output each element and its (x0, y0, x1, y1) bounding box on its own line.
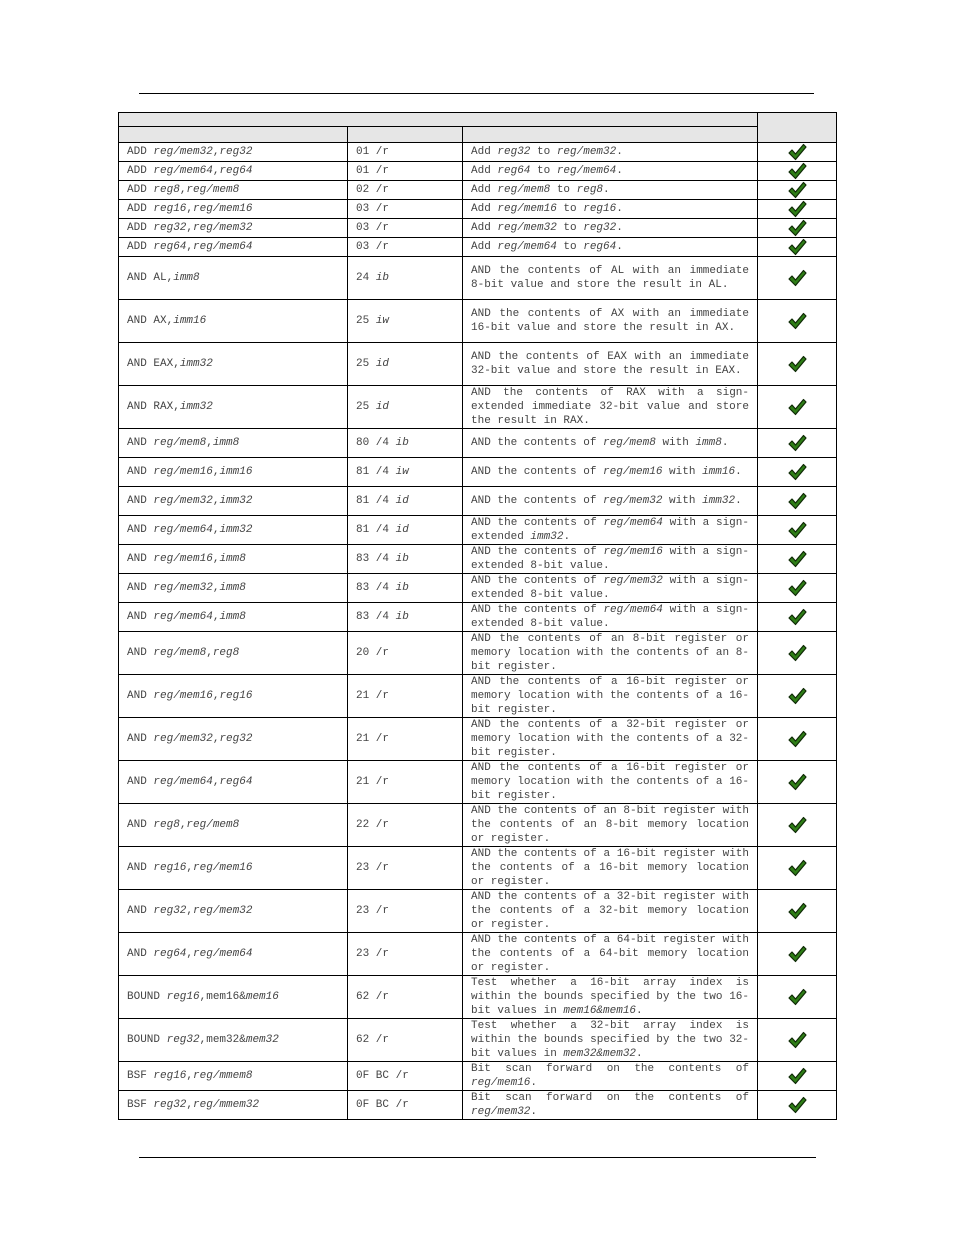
mnemonic-cell: AND RAX,imm32 (119, 386, 348, 429)
description-cell: AND the contents of AL with an immediate 8-bit value and store the result in AL. (463, 257, 758, 300)
table-row (119, 1019, 837, 1062)
table-row (119, 300, 837, 343)
checkmark-icon (787, 945, 807, 963)
table-row (119, 933, 837, 976)
support-cell (758, 219, 837, 238)
checkmark-icon (787, 902, 807, 920)
support-cell (758, 933, 837, 976)
mnemonic-cell: AND reg/mem16,imm8 (119, 545, 348, 574)
support-cell (758, 804, 837, 847)
mnemonic-cell: BOUND reg16,mem16&mem16 (119, 976, 348, 1019)
mnemonic-cell: AND EAX,imm32 (119, 343, 348, 386)
description-cell: AND the contents of a 16-bit register or memory location with the contents of a 16-bit register. (463, 761, 758, 804)
mnemonic-cell: AND reg/mem16,imm16 (119, 458, 348, 487)
support-cell (758, 847, 837, 890)
mnemonic-cell: AND AL,imm8 (119, 257, 348, 300)
description-cell: AND the contents of a 32-bit register with the contents of a 32-bit memory location or register. (463, 890, 758, 933)
description-cell: AND the contents of reg/mem32 with a sign-extended 8-bit value. (463, 574, 758, 603)
description-cell: Test whether a 32-bit array index is within the bounds specified by the two 32-bit values in mem32&mem32. (463, 1019, 758, 1062)
opcode-cell: 23 /r (348, 847, 463, 890)
support-cell (758, 761, 837, 804)
checkmark-icon (787, 219, 807, 237)
support-cell (758, 1062, 837, 1091)
opcode-cell: 03 /r (348, 200, 463, 219)
mnemonic-cell: AND reg/mem32,imm8 (119, 574, 348, 603)
support-cell (758, 181, 837, 200)
table-row (119, 458, 837, 487)
opcode-cell: 03 /r (348, 219, 463, 238)
support-cell (758, 890, 837, 933)
description-cell: Bit scan forward on the contents of reg/mem16. (463, 1062, 758, 1091)
support-cell (758, 718, 837, 761)
mnemonic-cell: AND reg/mem8,imm8 (119, 429, 348, 458)
opcode-cell: 81 /4 iw (348, 458, 463, 487)
table-row (119, 219, 837, 238)
table-row (119, 545, 837, 574)
mnemonic-cell: ADD reg/mem32,reg32 (119, 143, 348, 162)
opcode-cell: 03 /r (348, 238, 463, 257)
checkmark-icon (787, 200, 807, 218)
support-cell (758, 143, 837, 162)
opcode-cell: 83 /4 ib (348, 545, 463, 574)
mnemonic-cell: AND reg/mem32,imm32 (119, 487, 348, 516)
opcode-cell: 21 /r (348, 718, 463, 761)
opcode-cell: 24 ib (348, 257, 463, 300)
table-row (119, 487, 837, 516)
table-row (119, 386, 837, 429)
opcode-cell: 01 /r (348, 162, 463, 181)
description-cell: Add reg/mem8 to reg8. (463, 181, 758, 200)
table-row (119, 804, 837, 847)
description-cell: AND the contents of reg/mem16 with imm16. (463, 458, 758, 487)
support-cell (758, 1019, 837, 1062)
mnemonic-cell: BOUND reg32,mem32&mem32 (119, 1019, 348, 1062)
checkmark-icon (787, 521, 807, 539)
table-row (119, 847, 837, 890)
table-row (119, 238, 837, 257)
checkmark-icon (787, 550, 807, 568)
support-cell (758, 386, 837, 429)
mnemonic-cell: ADD reg8,reg/mem8 (119, 181, 348, 200)
mnemonic-cell: AND reg64,reg/mem64 (119, 933, 348, 976)
checkmark-icon (787, 816, 807, 834)
opcode-cell: 62 /r (348, 1019, 463, 1062)
description-column-header (463, 127, 758, 143)
checkmark-icon (787, 434, 807, 452)
table-row (119, 257, 837, 300)
checkmark-icon (787, 730, 807, 748)
opcode-cell: 21 /r (348, 761, 463, 804)
opcode-cell: 80 /4 ib (348, 429, 463, 458)
description-cell: Test whether a 16-bit array index is within the bounds specified by the two 16-bit values in mem16&mem16. (463, 976, 758, 1019)
support-cell (758, 632, 837, 675)
opcode-cell: 23 /r (348, 890, 463, 933)
mnemonic-cell: AND reg/mem32,reg32 (119, 718, 348, 761)
opcode-cell: 0F BC /r (348, 1062, 463, 1091)
checkmark-icon (787, 143, 807, 161)
description-cell: AND the contents of reg/mem32 with imm32. (463, 487, 758, 516)
mnemonic-cell: AND reg8,reg/mem8 (119, 804, 348, 847)
description-cell: Add reg/mem32 to reg32. (463, 219, 758, 238)
mnemonic-cell: AND reg32,reg/mem32 (119, 890, 348, 933)
table-row (119, 162, 837, 181)
support-cell (758, 200, 837, 219)
support-cell (758, 574, 837, 603)
description-cell: Add reg/mem16 to reg16. (463, 200, 758, 219)
opcode-cell: 83 /4 ib (348, 574, 463, 603)
description-cell: Add reg32 to reg/mem32. (463, 143, 758, 162)
description-cell: AND the contents of an 8-bit register or memory location with the contents of an 8-bit register. (463, 632, 758, 675)
opcode-column-header (348, 127, 463, 143)
mnemonic-cell: ADD reg16,reg/mem16 (119, 200, 348, 219)
instruction-table (118, 112, 837, 1120)
opcode-cell: 02 /r (348, 181, 463, 200)
table-subheader-row (119, 127, 837, 143)
mnemonic-cell: BSF reg32,reg/mmem32 (119, 1091, 348, 1120)
checkmark-icon (787, 644, 807, 662)
description-cell: AND the contents of a 64-bit register with the contents of a 64-bit memory location or register. (463, 933, 758, 976)
mnemonic-cell: AND reg16,reg/mem16 (119, 847, 348, 890)
opcode-cell: 62 /r (348, 976, 463, 1019)
support-cell (758, 976, 837, 1019)
mnemonic-cell: AND reg/mem64,reg64 (119, 761, 348, 804)
support-cell (758, 603, 837, 632)
checkmark-icon (787, 579, 807, 597)
support-cell (758, 1091, 837, 1120)
mnemonic-cell: AND reg/mem64,imm8 (119, 603, 348, 632)
mnemonic-cell: ADD reg64,reg/mem64 (119, 238, 348, 257)
description-cell: AND the contents of reg/mem64 with a sign-extended 8-bit value. (463, 603, 758, 632)
description-cell: AND the contents of RAX with a sign-extended immediate 32-bit value and store the result in RAX. (463, 386, 758, 429)
opcode-cell: 81 /4 id (348, 487, 463, 516)
checkmark-icon (787, 988, 807, 1006)
support-cell (758, 343, 837, 386)
table-row (119, 574, 837, 603)
description-cell: AND the contents of reg/mem16 with a sign-extended 8-bit value. (463, 545, 758, 574)
table-row (119, 1062, 837, 1091)
description-cell: AND the contents of an 8-bit register with the contents of an 8-bit memory location or register. (463, 804, 758, 847)
table-row (119, 143, 837, 162)
support-cell (758, 487, 837, 516)
opcode-cell: 23 /r (348, 933, 463, 976)
opcode-cell: 25 id (348, 386, 463, 429)
table-title-cell (119, 113, 758, 127)
mnemonic-cell: ADD reg/mem64,reg64 (119, 162, 348, 181)
checkmark-icon (787, 608, 807, 626)
checkmark-icon (787, 773, 807, 791)
checkmark-icon (787, 1096, 807, 1114)
checkmark-icon (787, 463, 807, 481)
checkmark-icon (787, 269, 807, 287)
table-row (119, 1091, 837, 1120)
mnemonic-cell: ADD reg32,reg/mem32 (119, 219, 348, 238)
checkmark-icon (787, 1031, 807, 1049)
mnemonic-cell: AND reg/mem8,reg8 (119, 632, 348, 675)
mnemonic-cell: BSF reg16,reg/mmem8 (119, 1062, 348, 1091)
table-row (119, 632, 837, 675)
support-cell (758, 429, 837, 458)
table-row (119, 603, 837, 632)
checkmark-icon (787, 1067, 807, 1085)
table-row (119, 976, 837, 1019)
table-row (119, 890, 837, 933)
description-cell: AND the contents of EAX with an immediate 32-bit value and store the result in EAX. (463, 343, 758, 386)
support-cell (758, 545, 837, 574)
description-cell: AND the contents of reg/mem8 with imm8. (463, 429, 758, 458)
table-row (119, 675, 837, 718)
checkmark-icon (787, 238, 807, 256)
table-row (119, 429, 837, 458)
description-cell: Add reg64 to reg/mem64. (463, 162, 758, 181)
opcode-cell: 83 /4 ib (348, 603, 463, 632)
mnemonic-column-header (119, 127, 348, 143)
checkmark-icon (787, 181, 807, 199)
opcode-cell: 01 /r (348, 143, 463, 162)
support-column-header (758, 113, 837, 143)
table-row (119, 343, 837, 386)
mnemonic-cell: AND reg/mem16,reg16 (119, 675, 348, 718)
support-cell (758, 516, 837, 545)
description-cell: Bit scan forward on the contents of reg/mem32. (463, 1091, 758, 1120)
checkmark-icon (787, 312, 807, 330)
support-cell (758, 458, 837, 487)
footer-rule (139, 1157, 816, 1158)
header-rule (139, 93, 814, 94)
support-cell (758, 162, 837, 181)
table-header-row (119, 113, 837, 127)
mnemonic-cell: AND reg/mem64,imm32 (119, 516, 348, 545)
support-cell (758, 300, 837, 343)
checkmark-icon (787, 162, 807, 180)
checkmark-icon (787, 687, 807, 705)
opcode-cell: 25 iw (348, 300, 463, 343)
checkmark-icon (787, 355, 807, 373)
description-cell: AND the contents of a 16-bit register or memory location with the contents of a 16-bit register. (463, 675, 758, 718)
support-cell (758, 257, 837, 300)
description-cell: AND the contents of reg/mem64 with a sign-extended imm32. (463, 516, 758, 545)
opcode-cell: 22 /r (348, 804, 463, 847)
description-cell: Add reg/mem64 to reg64. (463, 238, 758, 257)
opcode-cell: 20 /r (348, 632, 463, 675)
opcode-cell: 25 id (348, 343, 463, 386)
table-row (119, 516, 837, 545)
description-cell: AND the contents of AX with an immediate 16-bit value and store the result in AX. (463, 300, 758, 343)
checkmark-icon (787, 398, 807, 416)
checkmark-icon (787, 492, 807, 510)
support-cell (758, 238, 837, 257)
opcode-cell: 21 /r (348, 675, 463, 718)
opcode-cell: 0F BC /r (348, 1091, 463, 1120)
table-row (119, 181, 837, 200)
description-cell: AND the contents of a 16-bit register with the contents of a 16-bit memory location or register. (463, 847, 758, 890)
table-row (119, 200, 837, 219)
table-row (119, 761, 837, 804)
support-cell (758, 675, 837, 718)
table-row (119, 718, 837, 761)
description-cell: AND the contents of a 32-bit register or memory location with the contents of a 32-bit register. (463, 718, 758, 761)
opcode-cell: 81 /4 id (348, 516, 463, 545)
mnemonic-cell: AND AX,imm16 (119, 300, 348, 343)
checkmark-icon (787, 859, 807, 877)
